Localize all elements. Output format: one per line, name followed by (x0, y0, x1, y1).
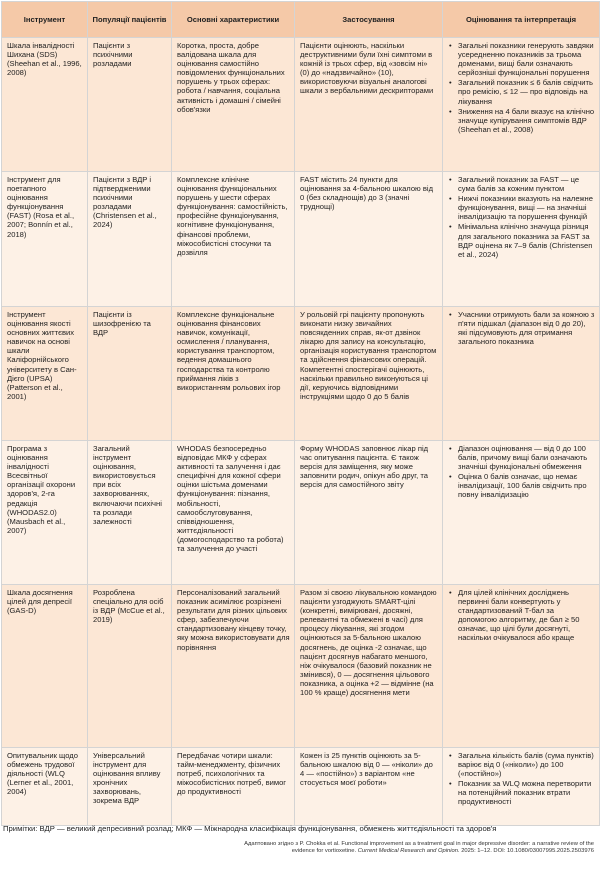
interpretation-list (448, 751, 595, 807)
list-item: • Оцінка 0 балів означає, що немає інвалідизації, 100 балів свідчить про повну інвалідизацію (458, 472, 595, 499)
cell-interpretation (443, 441, 600, 585)
cell-characteristics: Персоналізований загальний показник асимілює розрізнені результати для різних цільових сфер, забезпечуючи стандартизовану кінцеву точку, яку можна використовувати для порівняння (172, 585, 295, 748)
cell-population: Пацієнти з ВДР і підтвердженими психічними розладами (Christensen et al., 2024) (88, 172, 172, 307)
table-body (2, 38, 600, 826)
cell-interpretation (443, 585, 600, 748)
cell-instrument: Інструмент для поетапного оцінювання функціонування (FAST) (Rosa et al., 2007; Bonnín et al., 2018) (2, 172, 88, 307)
interpretation-list (448, 41, 595, 134)
list-item: • Загальний показник ≤ 6 балів свідчить про ремісію, ≤ 12 — про відповідь на лікування (458, 78, 595, 105)
header-application: Застосування (295, 2, 443, 38)
list-item: • Для цілей клінічних досліджень первинні бали конвертують у стандартизований T-бал за допомогою алгоритму, де бал ≥ 50 означає, що цілі були досягнуті, наскільки очікувалося або краще (458, 588, 595, 643)
table-row (2, 172, 600, 307)
cell-characteristics: Коротка, проста, добре валідована шкала для оцінювання самостійно повідомлених функціональних порушень у трьох сферах: робота / навчання, соціальна активність і домашні / сімейні обов'язки (172, 38, 295, 172)
credit-line-2 (164, 848, 594, 855)
cell-characteristics: Комплексне клінічне оцінювання функціональних порушень у шести сферах функціонування: самостійність, професійне функціонування, когнітивне функціонування, фінансові проблеми, міжособистісні стосунки та дозвілля (172, 172, 295, 307)
cell-interpretation (443, 748, 600, 826)
credit-line-1: Адаптовано згідно з P. Chokka et al. Functional improvement as a treatment goal in major depressive disorder: a narrative review of the (244, 841, 594, 847)
list-item: • Діапазон оцінювання — від 0 до 100 балів, причому вищі бали означають значніші функціональні обмеження (458, 444, 595, 471)
table-row (2, 585, 600, 748)
cell-instrument: Шкала інвалідності Шихана (SDS) (Sheehan et al., 1996, 2008) (2, 38, 88, 172)
cell-interpretation (443, 172, 600, 307)
table-row (2, 38, 600, 172)
cell-characteristics: WHODAS безпосередньо відповідає МКФ у сферах активності та залучення і дає специфічні для кожної сфери оцінки шістьма доменами функціонування: пізнання, мобільності, самообслуговування, співвідношення, життєдіяльності (домогосподарство та робота) та залучення до участі (172, 441, 295, 585)
interpretation-list (448, 175, 595, 259)
cell-population: Загальний інструмент оцінювання, використовується при всіх захворюваннях, включаючи психічні та розлади залежності (88, 441, 172, 585)
cell-characteristics: Передбачає чотири шкали: тайм-менеджменту, фізичних потреб, психологічних та міжособистісних потреб, вимог до продуктивності (172, 748, 295, 826)
header-interpretation: Оцінювання та інтерпретація (443, 2, 600, 38)
header-instrument: Інструмент (2, 2, 88, 38)
table-row (2, 441, 600, 585)
cell-instrument: Опитувальник щодо обмежень трудової діяльності (WLQ (Lerner et al., 2001, 2004) (2, 748, 88, 826)
cell-instrument: Програма з оцінювання інвалідності Всесвітньої організації охорони здоров'я, 2-га редакція (WHODAS2.0) (Mausbach et al., 2007) (2, 441, 88, 585)
list-item: • Загальна кількість балів (сума пунктів) варіює від 0 («ніколи») до 100 («постійно») (458, 751, 595, 778)
cell-instrument: Шкала досягнення цілей для депресії (GAS-D) (2, 585, 88, 748)
cell-application: Кожен із 25 пунктів оцінюють за 5-бальною шкалою від 0 — «ніколи» до 4 — «постійно») з варіантом «не стосується моєї роботи» (295, 748, 443, 826)
cell-characteristics: Комплексне функціональне оцінювання фінансових навичок, комунікації, осмислення / планування, користування транспортом, ведення домашнього господарства та контролю приймання ліків з використанням рольових ігор (172, 307, 295, 441)
header-characteristics: Основні характеристики (172, 2, 295, 38)
cell-application: Пацієнти оцінюють, наскільки деструктивними були їхні симптоми в кожній із трьох сфер, від «зовсім ні» (0) до «надзвичайно» (10), використовуючи візуальні аналогові шкали з вербальними дескрипторами (295, 38, 443, 172)
cell-population: Пацієнти з психічними розладами (88, 38, 172, 172)
cell-interpretation (443, 38, 600, 172)
source-credit (164, 841, 594, 855)
credit-line-2a: evidence for vortioxetine. (291, 848, 358, 855)
list-item: • Мінімальна клінічно значуща різниця для загального показника за FAST за ВДР оцінена як 7–9 балів (Christensen et al., 2024) (458, 222, 595, 258)
table-notes: Примітки: ВДР — великий депресивний розлад; МКФ — Міжнародна класифікація функціонування, обмежень життєдіяльності та здоров'я (3, 824, 497, 833)
instruments-table (1, 1, 600, 826)
list-item: • Показник за WLQ можна перетворити на потенційний показник втрати продуктивності (458, 779, 595, 806)
table-header (2, 2, 600, 38)
interpretation-list (448, 310, 595, 346)
cell-population: Пацієнти із шизофренією та ВДР (88, 307, 172, 441)
credit-line-2b: 2025: 1–12. DOI: 10.1080/03007995.2025.2503976 (459, 848, 594, 855)
cell-interpretation (443, 307, 600, 441)
table-row (2, 307, 600, 441)
credit-journal: Current Medical Research and Opinion. (357, 848, 460, 855)
list-item: • Загальні показники генерують завдяки усередненню показників за трьома доменами, вищі бали означають серйозніші функціональні порушення (458, 41, 595, 77)
cell-population: Універсальний інструмент для оцінювання впливу хронічних захворювань, зокрема ВДР (88, 748, 172, 826)
cell-instrument: Інструмент оцінювання якості основних життєвих навичок на основі шкали Каліфорнійського університету в Сан-Дієго (UPSA) (Patterson et al., 2001) (2, 307, 88, 441)
list-item: • Зниження на 4 бали вказує на клінічно значуще купірування симптомів ВДР (Sheehan et al., 2008) (458, 107, 595, 134)
table-row (2, 748, 600, 826)
cell-application: FAST містить 24 пункти для оцінювання за 4-бальною шкалою від 0 (без складнощів) до 3 (значні труднощі) (295, 172, 443, 307)
interpretation-list (448, 444, 595, 500)
list-item: • Загальний показник за FAST — це сума балів за кожним пунктом (458, 175, 595, 193)
cell-application: Форму WHODAS заповнює лікар під час опитування пацієнта. Є також версія для заміщення, яку може заповнити родич, опікун або друг, та версія для самостійного звіту (295, 441, 443, 585)
interpretation-list (448, 588, 595, 643)
list-item: • Учасники отримують бали за кожною з п'яти підшкал (діапазон від 0 до 20), які підсумовують для отримання загального показника (458, 310, 595, 346)
cell-application: Разом зі своєю лікувальною командою пацієнти узгоджують SMART-цілі (конкретні, вимірювані, досяжні, релевантні та обмежені в часі) для процесу лікування, які згодом оцінюються за 5-бальною шкалою досягнень, де оцінка -2 означає, що пацієнт досягнув набагато меншого, ніж очікувалося (базовий показник не змінився), 0 — досягнення цільового показника, а оцінка +2 — відмінне (на 100 % краще) досягнення мети (295, 585, 443, 748)
cell-application: У рольовій грі пацієнту пропонують виконати низку звичайних повсякденних справ, як-от дзвінок лікарю для запису на консультацію, організація користування транспортом та здійснення фінансових операцій. Компетентні спостерігачі оцінюють, наскільки правильно виконуються ці дії, керуючись відповідними інструкціями щодо 0 до 5 балів (295, 307, 443, 441)
cell-population: Розроблена спеціально для осіб із ВДР (McCue et al., 2019) (88, 585, 172, 748)
header-population: Популяції пацієнтів (88, 2, 172, 38)
list-item: • Нижчі показники вказують на належне функціонування, вищі — на значніші інвалідизацію та порушення функцій (458, 194, 595, 221)
